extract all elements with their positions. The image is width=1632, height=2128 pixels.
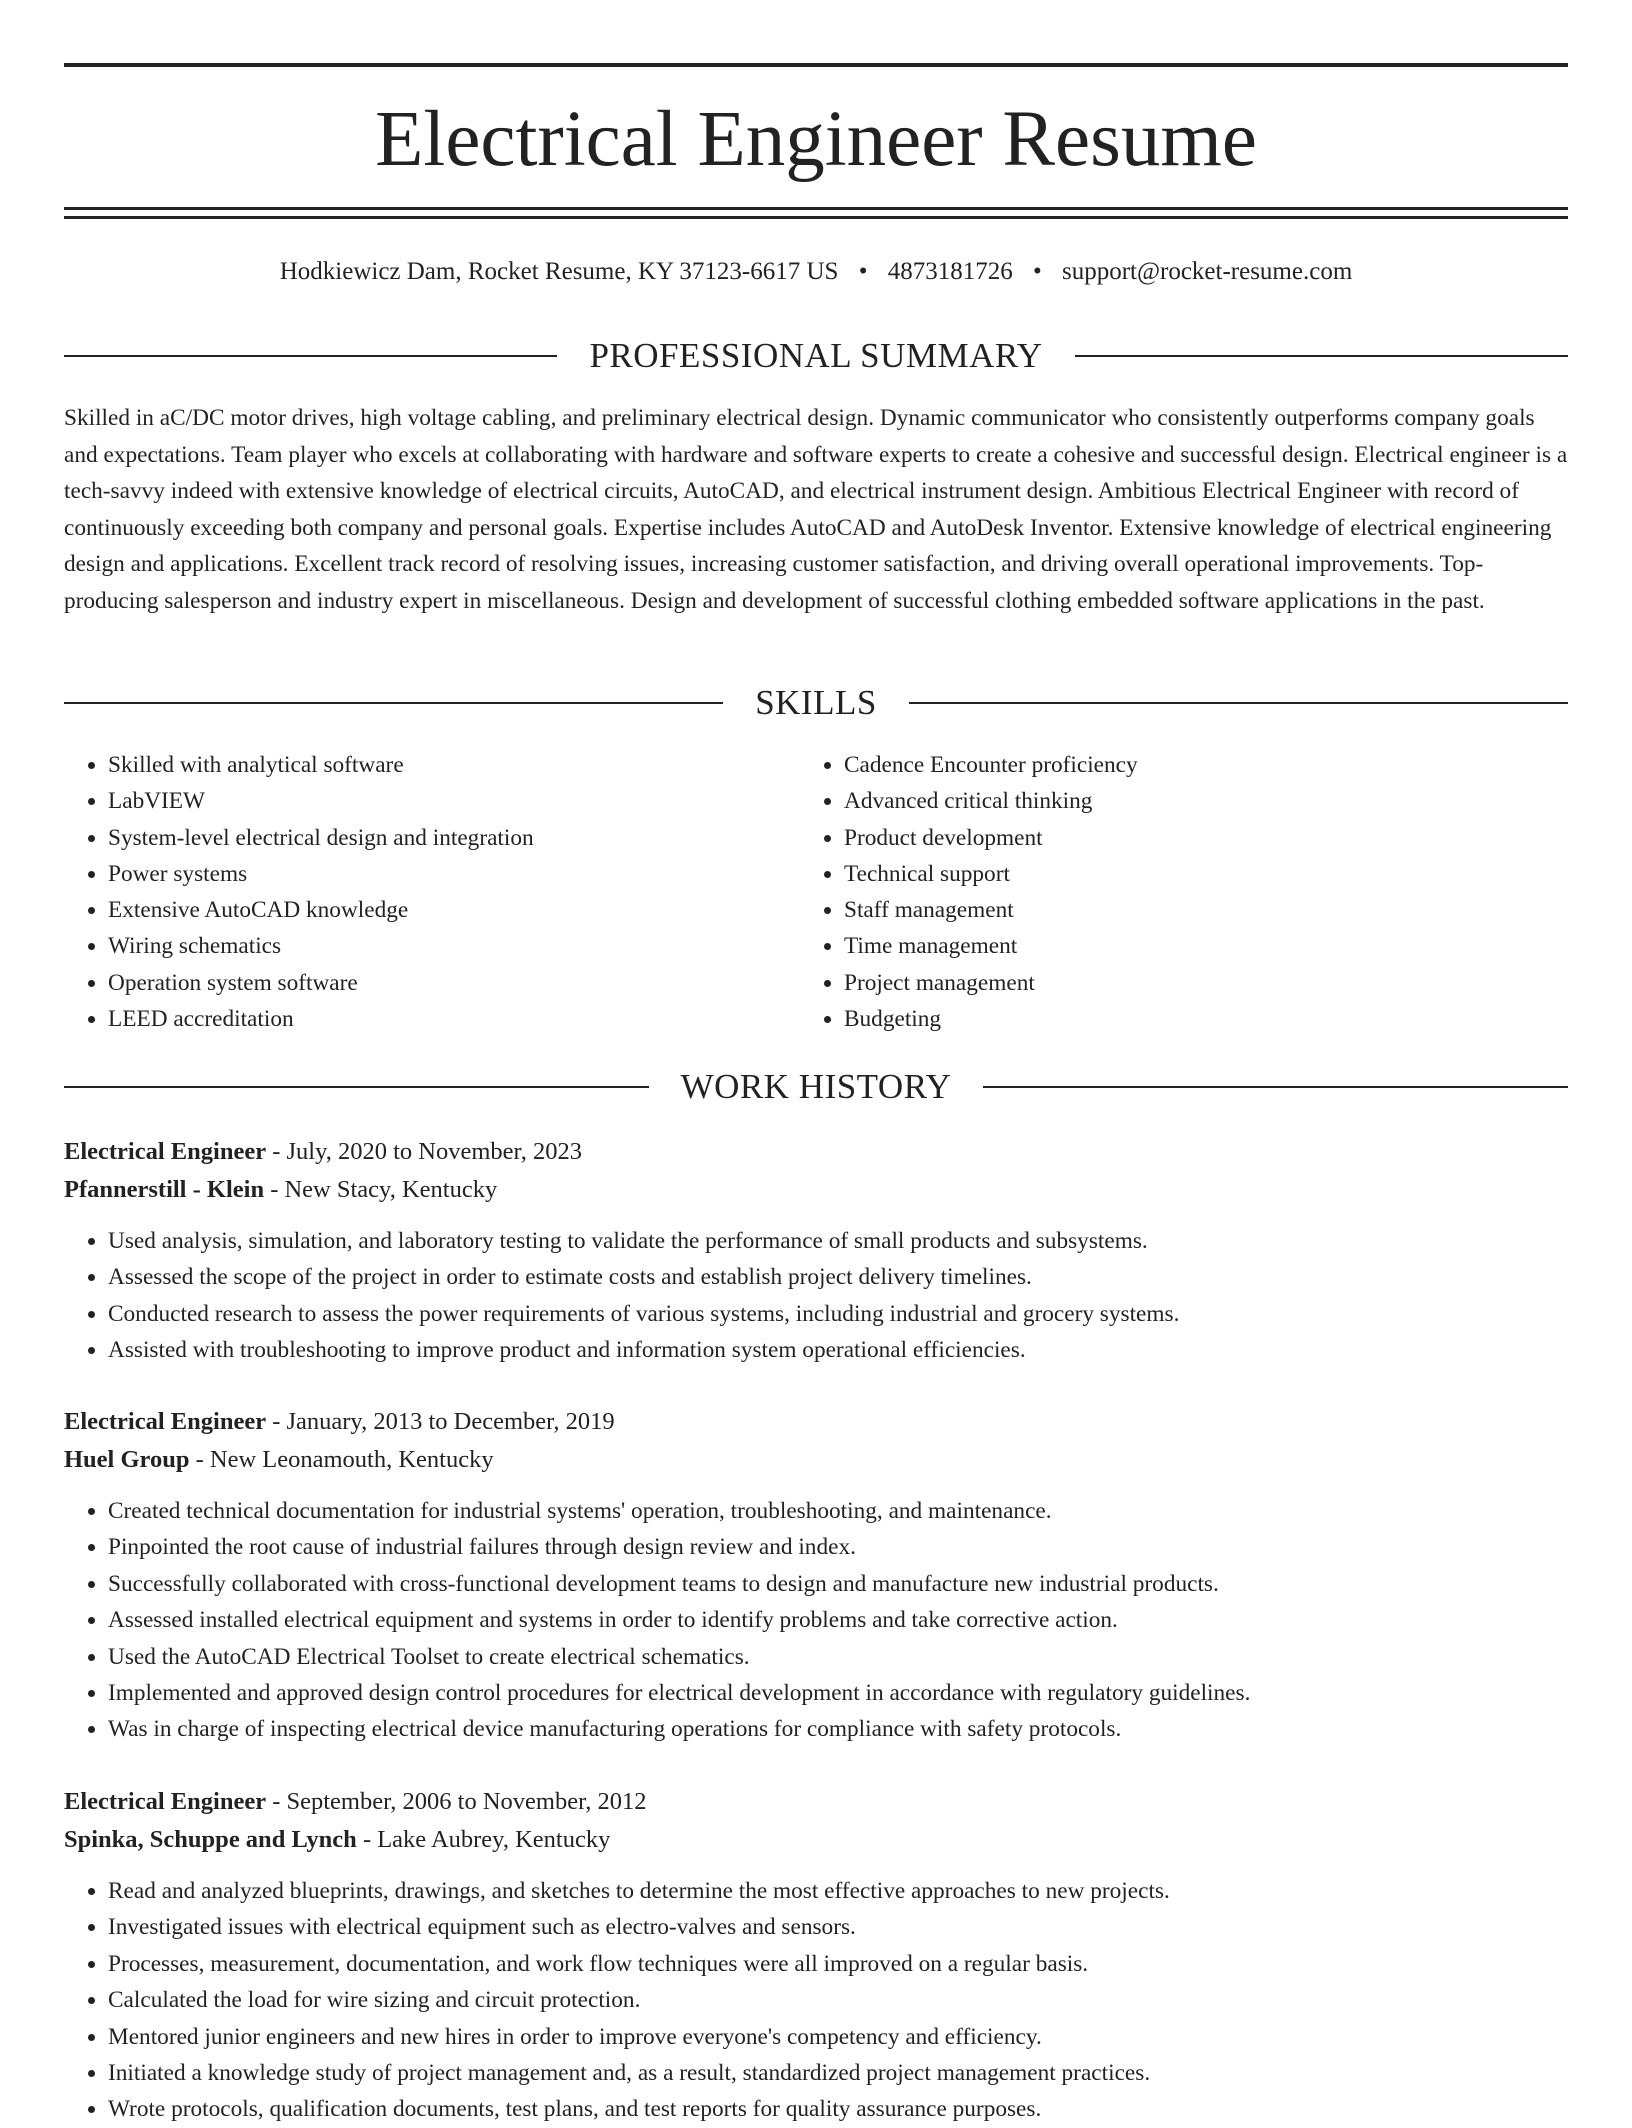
contact-address: Hodkiewicz Dam, Rocket Resume, KY 37123-6617 US (279, 258, 839, 285)
job-company-line (64, 1441, 1568, 1479)
skill-item: • Staff management (844, 892, 1460, 928)
job-company: Spinka, Schuppe and Lynch (64, 1826, 357, 1853)
work-history-heading (64, 1065, 1568, 1109)
work-history-heading-label: WORK HISTORY (680, 1067, 952, 1106)
job-bullet: • Pinpointed the root cause of industrial failures through design review and index. (108, 1529, 1568, 1565)
heading-rule-left (64, 702, 723, 704)
job-entry (64, 1403, 1568, 1748)
skill-item: • Advanced critical thinking (844, 783, 1460, 819)
heading-rule-right (909, 702, 1568, 704)
job-bullet: • Assessed the scope of the project in order to estimate costs and establish project delivery timelines. (108, 1259, 1568, 1295)
contact-line (64, 254, 1568, 290)
heading-rule-left (64, 355, 557, 357)
job-title: Electrical Engineer (64, 1788, 267, 1815)
job-bullets (64, 1873, 1568, 2128)
contact-separator: • (1032, 258, 1042, 285)
job-bullet: • Was in charge of inspecting electrical device manufacturing operations for compliance with safety protocols. (108, 1711, 1568, 1747)
job-location: - New Stacy, Kentucky (264, 1176, 498, 1203)
title-rule-lower (64, 216, 1568, 219)
job-bullet: • Conducted research to assess the power requirements of various systems, including industrial and grocery systems. (108, 1296, 1568, 1332)
skill-item: • Cadence Encounter proficiency (844, 747, 1460, 783)
heading-rule-right (1075, 355, 1568, 357)
job-bullet: • Initiated a knowledge study of project management and, as a result, standardized project management practices. (108, 2055, 1568, 2091)
job-bullet: • Used analysis, simulation, and laboratory testing to validate the performance of small products and subsystems. (108, 1223, 1568, 1259)
skill-item: • Skilled with analytical software (108, 747, 762, 783)
job-title-line (64, 1403, 1568, 1441)
skill-item: • Power systems (108, 856, 762, 892)
job-bullets (64, 1493, 1568, 1748)
skill-item: • LEED accreditation (108, 1001, 762, 1037)
skill-item: • Extensive AutoCAD knowledge (108, 892, 762, 928)
job-dates: - January, 2013 to December, 2019 (266, 1408, 615, 1435)
job-location: - Lake Aubrey, Kentucky (356, 1826, 611, 1853)
job-company-line (64, 1171, 1568, 1209)
job-company-line (64, 1821, 1568, 1859)
skill-item: • Product development (844, 820, 1460, 856)
job-title-line (64, 1133, 1568, 1171)
skill-item: • Project management (844, 965, 1460, 1001)
contact-separator: • (858, 258, 868, 285)
skill-item: • Technical support (844, 856, 1460, 892)
summary-heading-label: PROFESSIONAL SUMMARY (589, 336, 1043, 375)
job-entry (64, 1783, 1568, 2128)
job-bullet: • Implemented and approved design control procedures for electrical development in accordance with regulatory guidelines. (108, 1675, 1568, 1711)
skills-heading-label: SKILLS (755, 683, 877, 722)
title-rule-upper (64, 207, 1568, 210)
skills-heading (64, 681, 1568, 725)
job-bullet: • Successfully collaborated with cross-functional development teams to design and manufacture new industrial products. (108, 1566, 1568, 1602)
job-company: Huel Group (64, 1446, 190, 1473)
job-entry (64, 1133, 1568, 1369)
page-title: Electrical Engineer Resume (375, 96, 1257, 183)
job-location: - New Leonamouth, Kentucky (189, 1446, 494, 1473)
skills-column-right (762, 747, 1460, 1037)
top-rule (64, 63, 1568, 67)
job-bullet: • Processes, measurement, documentation, and work flow techniques were all improved on a regular basis. (108, 1946, 1568, 1982)
job-dates: - July, 2020 to November, 2023 (266, 1138, 582, 1165)
job-dates: - September, 2006 to November, 2012 (266, 1788, 647, 1815)
summary-text: Skilled in aC/DC motor drives, high voltage cabling, and preliminary electrical design. Dynamic communicator who consistently outperforms company goals and expectations. Team player who excels at collaborating with hardware and software experts to create a cohesive and successful design. Electrical engineer is a tech-savvy indeed with extensive knowledge of electrical circuits, AutoCAD, and electrical instrument design. Ambitious Electrical Engineer with record of continuously exceeding both company and personal goals. Expertise includes AutoCAD and AutoDesk Inventor. Extensive knowledge of electrical engineering design and applications. Excellent track record of resolving issues, increasing customer satisfaction, and driving overall operational improvements. Top-producing salesperson and industry expert in miscellaneous. Design and development of successful clothing embedded software applications in the past. (64, 405, 1568, 614)
job-company: Pfannerstill - Klein (64, 1176, 265, 1203)
skill-item: • Operation system software (108, 965, 762, 1001)
skills-column-left (64, 747, 762, 1037)
job-bullet: • Created technical documentation for industrial systems' operation, troubleshooting, and maintenance. (108, 1493, 1568, 1529)
job-bullet: • Investigated issues with electrical equipment such as electro-valves and sensors. (108, 1909, 1568, 1945)
skill-item: • System-level electrical design and integration (108, 820, 762, 856)
skill-item: • Wiring schematics (108, 928, 762, 964)
job-bullet: • Assessed installed electrical equipment and systems in order to identify problems and take corrective action. (108, 1602, 1568, 1638)
heading-rule-left (64, 1086, 649, 1088)
job-bullet: • Used the AutoCAD Electrical Toolset to create electrical schematics. (108, 1639, 1568, 1675)
job-title: Electrical Engineer (64, 1138, 267, 1165)
job-bullet: • Wrote protocols, qualification documents, test plans, and test reports for quality assurance purposes. (108, 2091, 1568, 2127)
job-bullets (64, 1223, 1568, 1369)
job-bullet: • Mentored junior engineers and new hires in order to improve everyone's competency and efficiency. (108, 2019, 1568, 2055)
job-title: Electrical Engineer (64, 1408, 267, 1435)
skill-item: • LabVIEW (108, 783, 762, 819)
contact-phone: 4873181726 (887, 258, 1013, 285)
job-bullet: • Calculated the load for wire sizing and circuit protection. (108, 1982, 1568, 2018)
contact-email: support@rocket-resume.com (1061, 258, 1353, 285)
job-bullet: • Assisted with troubleshooting to improve product and information system operational efficiencies. (108, 1332, 1568, 1368)
skill-item: • Time management (844, 928, 1460, 964)
job-title-line (64, 1783, 1568, 1821)
skills-list (64, 747, 1568, 1037)
job-bullet: • Read and analyzed blueprints, drawings, and sketches to determine the most effective approaches to new projects. (108, 1873, 1568, 1909)
heading-rule-right (983, 1086, 1568, 1088)
skill-item: • Budgeting (844, 1001, 1460, 1037)
summary-heading (64, 334, 1568, 378)
